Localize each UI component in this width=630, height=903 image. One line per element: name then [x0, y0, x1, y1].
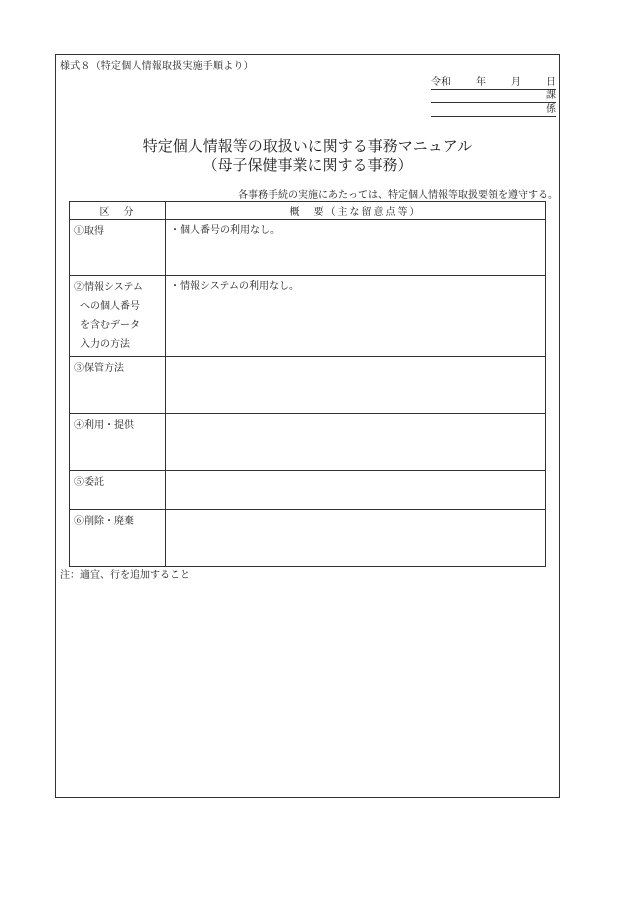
- row-detail: [166, 414, 546, 471]
- category-line: への個人番号: [80, 301, 140, 312]
- division-label: 課: [546, 90, 556, 101]
- table-header-row: [70, 202, 546, 220]
- table-row: [70, 276, 546, 357]
- form-number: 様式８（特定個人情報取扱実施手順より）: [60, 61, 254, 72]
- row-category: [70, 276, 166, 357]
- manual-table: [69, 201, 546, 567]
- header-category: 区 分: [70, 202, 166, 220]
- table-row: [70, 357, 546, 414]
- row-category: ①取得: [70, 220, 166, 276]
- table-row: [70, 471, 546, 510]
- header-summary: 概 要（主な留意点等）: [166, 202, 546, 220]
- row-category: ④利用・提供: [70, 414, 166, 471]
- row-detail: ・個人番号の利用なし。: [166, 220, 546, 276]
- compliance-note: 各事務手続の実施にあたっては、特定個人情報等取扱要領を遵守する。: [238, 190, 558, 201]
- document-title: 特定個人情報等の取扱いに関する事務マニュアル: [142, 137, 473, 155]
- footnote: 注：適宜、行を追加すること: [60, 570, 190, 581]
- row-detail: [166, 510, 546, 567]
- table-row: [70, 220, 546, 276]
- row-category: ⑥削除・廃棄: [70, 510, 166, 567]
- date-month: 月: [511, 77, 521, 88]
- section-line: [431, 100, 556, 117]
- document-subtitle: （母子保健事業に関する事務）: [202, 156, 413, 174]
- row-category: ⑤委託: [70, 471, 166, 510]
- table-row: [70, 414, 546, 471]
- category-line: 入力の方法: [80, 339, 130, 350]
- category-line: ②情報システム: [74, 282, 143, 293]
- date-day: 日: [546, 77, 556, 88]
- category-line: を含むデータ: [80, 320, 140, 331]
- row-detail: [166, 471, 546, 510]
- row-category: ③保管方法: [70, 357, 166, 414]
- table-row: [70, 510, 546, 567]
- date-year: 年: [476, 77, 486, 88]
- row-detail: ・情報システムの利用なし。: [166, 276, 546, 357]
- row-detail: [166, 357, 546, 414]
- section-label: 係: [546, 104, 556, 115]
- date-era: 令和: [431, 77, 451, 88]
